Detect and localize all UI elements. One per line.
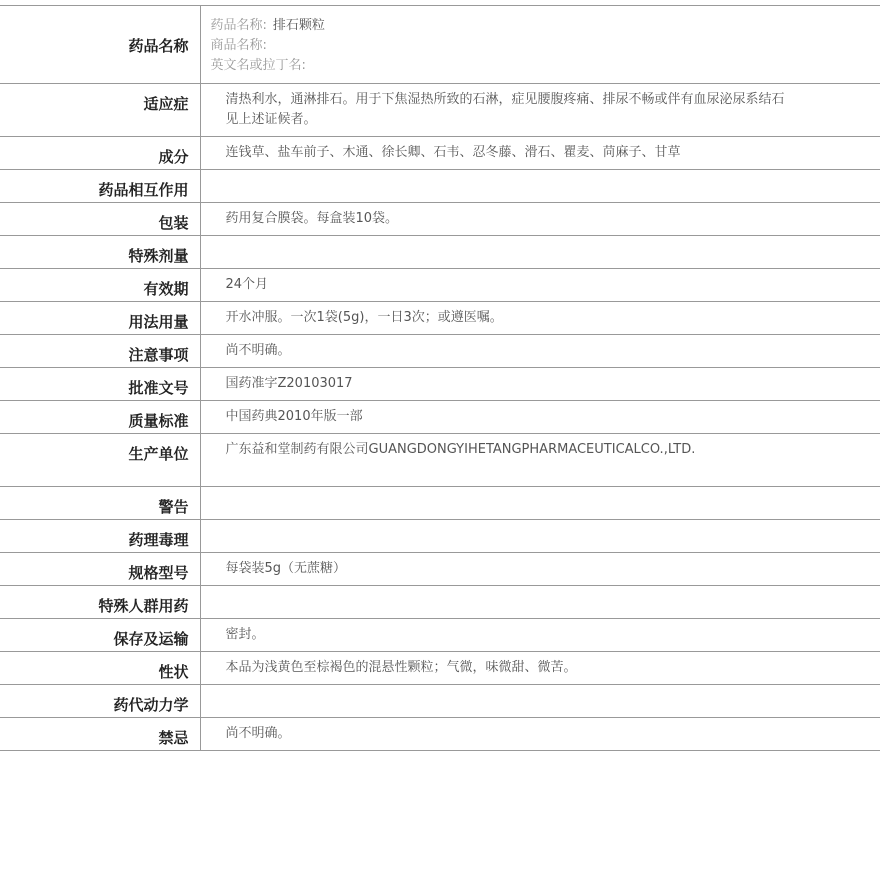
table-row-contraindications [0,718,880,751]
row-value [200,487,880,520]
table-row-quality-standard [0,401,880,434]
row-value [200,434,880,487]
row-label: 药品名称 [0,6,200,84]
english-name-line [211,56,871,76]
row-label: 质量标准 [0,401,200,434]
row-value [200,170,880,203]
table-row-approval-number [0,368,880,401]
row-value: 药用复合膜袋。每盒装10袋。 [200,203,880,236]
row-value: 尚不明确。 [200,335,880,368]
row-value [200,685,880,718]
row-label: 批准文号 [0,368,200,401]
english-name-label: 英文名或拉丁名: [210,58,306,73]
table-row-description [0,652,880,685]
table-row-precautions [0,335,880,368]
row-value [200,236,880,269]
trade-name-label: 商品名称: [210,38,267,53]
row-value: 中国药典2010年版一部 [200,401,880,434]
table-row-packaging [0,203,880,236]
row-value [200,586,880,619]
table-row-drug-name [0,6,880,84]
row-value [200,84,880,137]
table-row-special-populations [0,586,880,619]
row-label: 生产单位 [0,434,200,487]
generic-name-value: 排石颗粒 [272,18,325,33]
table-row-shelf-life [0,269,880,302]
row-label: 特殊人群用药 [0,586,200,619]
row-label: 有效期 [0,269,200,302]
table-row-indications [0,84,880,137]
generic-name-line [211,16,871,36]
drug-info-sheet [0,5,880,751]
table-row-pharmacology [0,520,880,553]
row-value: 每袋装5g（无蔗糖） [200,553,880,586]
row-label: 成分 [0,137,200,170]
table-row-interactions [0,170,880,203]
row-value: 本品为浅黄色至棕褐色的混悬性颗粒；气微，味微甜、微苦。 [200,652,880,685]
row-value: 密封。 [200,619,880,652]
manufacturer-text: 广东益和堂制药有限公司GUANGDONGYIHETANGPHARMACEUTICALCO.,LTD. [225,442,696,457]
indications-text: 清热利水，通淋排石。用于下焦湿热所致的石淋，症见腰腹疼痛、排尿不畅或伴有血尿泌尿系结石见上述证候者。 [225,92,785,127]
row-label: 警告 [0,487,200,520]
row-value: 连钱草、盐车前子、木通、徐长卿、石韦、忍冬藤、滑石、瞿麦、苘麻子、甘草 [200,137,880,170]
name-cell [200,6,880,84]
drug-info-table [0,5,880,751]
row-value: 尚不明确。 [200,718,880,751]
table-row-special-dosage [0,236,880,269]
row-label: 规格型号 [0,553,200,586]
row-label: 药代动力学 [0,685,200,718]
row-label: 禁忌 [0,718,200,751]
row-value [200,520,880,553]
table-row-warning [0,487,880,520]
row-label: 适应症 [0,84,200,137]
trade-name-line [211,36,871,56]
row-label: 药理毒理 [0,520,200,553]
table-row-manufacturer [0,434,880,487]
row-label: 注意事项 [0,335,200,368]
row-value: 开水冲服。一次1袋(5g)，一日3次；或遵医嘱。 [200,302,880,335]
row-label: 用法用量 [0,302,200,335]
table-row-storage [0,619,880,652]
table-row-ingredients [0,137,880,170]
table-row-specification [0,553,880,586]
row-label: 保存及运输 [0,619,200,652]
row-label: 性状 [0,652,200,685]
table-row-dosage [0,302,880,335]
table-row-pharmacokinetics [0,685,880,718]
row-label: 特殊剂量 [0,236,200,269]
generic-name-label: 药品名称: [210,18,267,33]
row-label: 包装 [0,203,200,236]
row-value: 24个月 [200,269,880,302]
row-value: 国药准字Z20103017 [200,368,880,401]
row-label: 药品相互作用 [0,170,200,203]
